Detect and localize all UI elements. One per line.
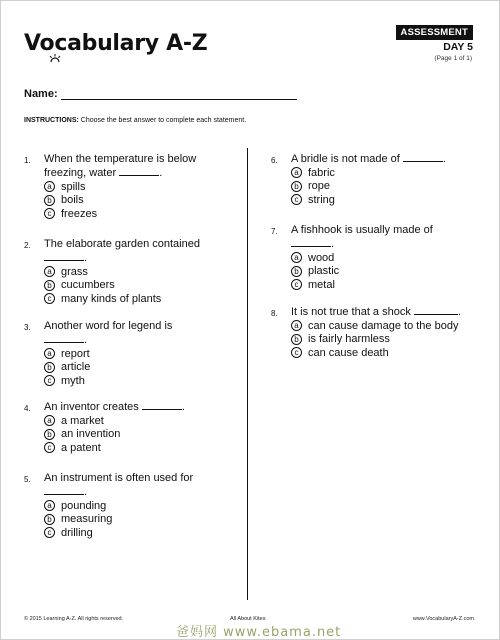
answer-options [291, 166, 446, 207]
question-line-text: freezing, water [44, 167, 117, 179]
question-line: An instrument is often used for [44, 472, 194, 484]
question-number: 2. [24, 241, 31, 250]
option-a[interactable] [44, 180, 196, 194]
answer-blank [119, 166, 159, 176]
option-circle[interactable]: c [44, 527, 55, 538]
option-circle[interactable]: b [291, 334, 302, 345]
answer-blank [44, 485, 84, 495]
answer-blank [403, 152, 443, 162]
option-text: is fairly harmless [308, 333, 390, 346]
option-a[interactable] [44, 347, 172, 361]
day-label: DAY 5 [443, 41, 473, 53]
option-b[interactable] [291, 265, 433, 279]
option-circle[interactable]: b [44, 362, 55, 373]
option-circle[interactable]: a [44, 266, 55, 277]
question-line: . [44, 485, 193, 499]
option-text: report [61, 347, 90, 360]
question-text [44, 152, 196, 180]
question-number: 6. [271, 156, 278, 165]
footer-website[interactable]: www.VocabularyA-Z.com [412, 616, 474, 622]
question-line: . [44, 251, 200, 265]
question-line-text: It is not true that a shock [291, 306, 411, 318]
instructions-text: Choose the best answer to complete each statement. [80, 117, 247, 124]
option-text: a market [61, 414, 104, 427]
footer-copyright: © 2015 Learning A-Z. All rights reserved. [24, 616, 124, 622]
option-circle[interactable]: c [291, 194, 302, 205]
option-text: fabric [308, 166, 335, 179]
option-text: rope [308, 180, 331, 193]
question-number: 8. [271, 309, 278, 318]
answer-options [44, 265, 200, 306]
option-text: many kinds of plants [61, 292, 162, 305]
option-b[interactable] [44, 279, 200, 293]
question-number: 5. [24, 475, 31, 484]
answer-blank [414, 305, 458, 315]
option-text: spills [61, 180, 86, 193]
option-text: plastic [308, 265, 340, 278]
option-circle[interactable]: b [44, 280, 55, 291]
instructions [24, 117, 246, 124]
question-line-text: A bridle is not made of [291, 153, 400, 165]
question-line: The elaborate garden contained [44, 238, 200, 250]
option-b[interactable] [44, 361, 172, 375]
question-line-text: An inventor creates [44, 401, 139, 413]
option-b[interactable] [44, 428, 185, 442]
option-circle[interactable]: a [44, 415, 55, 426]
option-b[interactable] [291, 180, 446, 194]
column-divider [247, 148, 248, 600]
question-line: . [44, 333, 172, 347]
option-text: drilling [61, 526, 93, 539]
option-text: an invention [61, 428, 121, 441]
footer-title: All About Kites [230, 616, 266, 622]
answer-options [291, 319, 461, 360]
question-text [291, 223, 433, 251]
answer-options [44, 347, 172, 388]
option-b[interactable] [44, 513, 193, 527]
question-6 [271, 152, 446, 207]
question-5 [24, 471, 193, 540]
option-a[interactable] [291, 166, 446, 180]
option-circle[interactable]: a [291, 167, 302, 178]
question-7 [271, 223, 433, 292]
question-number: 7. [271, 227, 278, 236]
question-number: 3. [24, 323, 31, 332]
assessment-badge: ASSESSMENT [396, 25, 473, 40]
answer-blank [44, 251, 84, 261]
option-c[interactable] [44, 526, 193, 540]
option-text: string [308, 193, 335, 206]
option-text: wood [308, 251, 335, 264]
option-circle[interactable]: a [291, 252, 302, 263]
name-label: Name: [24, 88, 58, 100]
option-text: freezes [61, 207, 98, 220]
option-circle[interactable]: c [44, 442, 55, 453]
watermark: 爸妈网 www.ebama.net [176, 625, 342, 640]
option-text: myth [61, 374, 85, 387]
option-c[interactable] [44, 292, 200, 306]
question-number: 1. [24, 156, 31, 165]
question-line: A bridle is not made of . [291, 153, 446, 165]
option-circle[interactable]: b [291, 181, 302, 192]
option-text: pounding [61, 499, 107, 512]
option-c[interactable] [44, 207, 196, 221]
answer-blank [291, 237, 331, 247]
question-4 [24, 400, 185, 455]
question-text [291, 305, 461, 319]
answer-options [44, 414, 185, 455]
option-a[interactable] [291, 251, 433, 265]
option-a[interactable] [44, 499, 193, 513]
option-circle[interactable]: a [44, 181, 55, 192]
option-circle[interactable]: a [291, 320, 302, 331]
option-circle[interactable]: a [44, 348, 55, 359]
question-text [291, 152, 446, 166]
name-field[interactable] [61, 89, 297, 100]
question-8 [271, 305, 461, 360]
option-circle[interactable]: c [44, 208, 55, 219]
question-3 [24, 319, 172, 388]
answer-options [44, 499, 193, 540]
option-text: article [61, 361, 91, 374]
question-line: . [291, 237, 433, 251]
option-c[interactable] [291, 193, 446, 207]
question-line: It is not true that a shock . [291, 306, 461, 318]
option-text: boils [61, 194, 84, 207]
option-circle[interactable]: c [44, 293, 55, 304]
option-a[interactable] [44, 414, 185, 428]
option-circle[interactable]: c [291, 279, 302, 290]
page-count: (Page 1 of 1) [434, 55, 472, 62]
option-circle[interactable]: b [44, 514, 55, 525]
question-line: When the temperature is below [44, 153, 197, 165]
name-row [24, 88, 297, 100]
answer-options [44, 180, 196, 221]
option-text: a patent [61, 441, 101, 454]
option-b[interactable] [44, 194, 196, 208]
question-line: An inventor creates . [44, 401, 185, 413]
option-c[interactable] [291, 346, 461, 360]
option-circle[interactable]: b [44, 195, 55, 206]
option-circle[interactable]: a [44, 500, 55, 511]
option-a[interactable] [291, 319, 461, 333]
option-circle[interactable]: b [291, 266, 302, 277]
option-c[interactable] [44, 374, 172, 388]
option-c[interactable] [291, 278, 433, 292]
question-text [44, 319, 172, 347]
instructions-label: INSTRUCTIONS: [24, 117, 79, 124]
answer-blank [142, 400, 182, 410]
option-circle[interactable]: c [291, 347, 302, 358]
question-line: freezing, water . [44, 167, 163, 179]
option-text: can cause damage to the body [308, 319, 459, 332]
question-text [44, 471, 193, 499]
logo-text: Vocabulary A-Z [24, 31, 208, 56]
question-number: 4. [24, 404, 31, 413]
answer-blank [44, 333, 84, 343]
option-a[interactable] [44, 265, 200, 279]
option-text: can cause death [308, 346, 389, 359]
sun-icon [48, 54, 62, 62]
question-line: Another word for legend is [44, 320, 173, 332]
option-c[interactable] [44, 441, 185, 455]
answer-options [291, 251, 433, 292]
option-b[interactable] [291, 333, 461, 347]
option-text: metal [308, 278, 335, 291]
question-2 [24, 237, 200, 306]
question-text [44, 400, 185, 414]
option-circle[interactable]: c [44, 375, 55, 386]
option-text: grass [61, 265, 88, 278]
vocabulary-az-logo [24, 30, 207, 62]
question-line: A fishhook is usually made of [291, 224, 433, 236]
option-text: cucumbers [61, 279, 115, 292]
option-text: measuring [61, 513, 113, 526]
question-1 [24, 152, 196, 221]
question-text [44, 237, 200, 265]
option-circle[interactable]: b [44, 429, 55, 440]
